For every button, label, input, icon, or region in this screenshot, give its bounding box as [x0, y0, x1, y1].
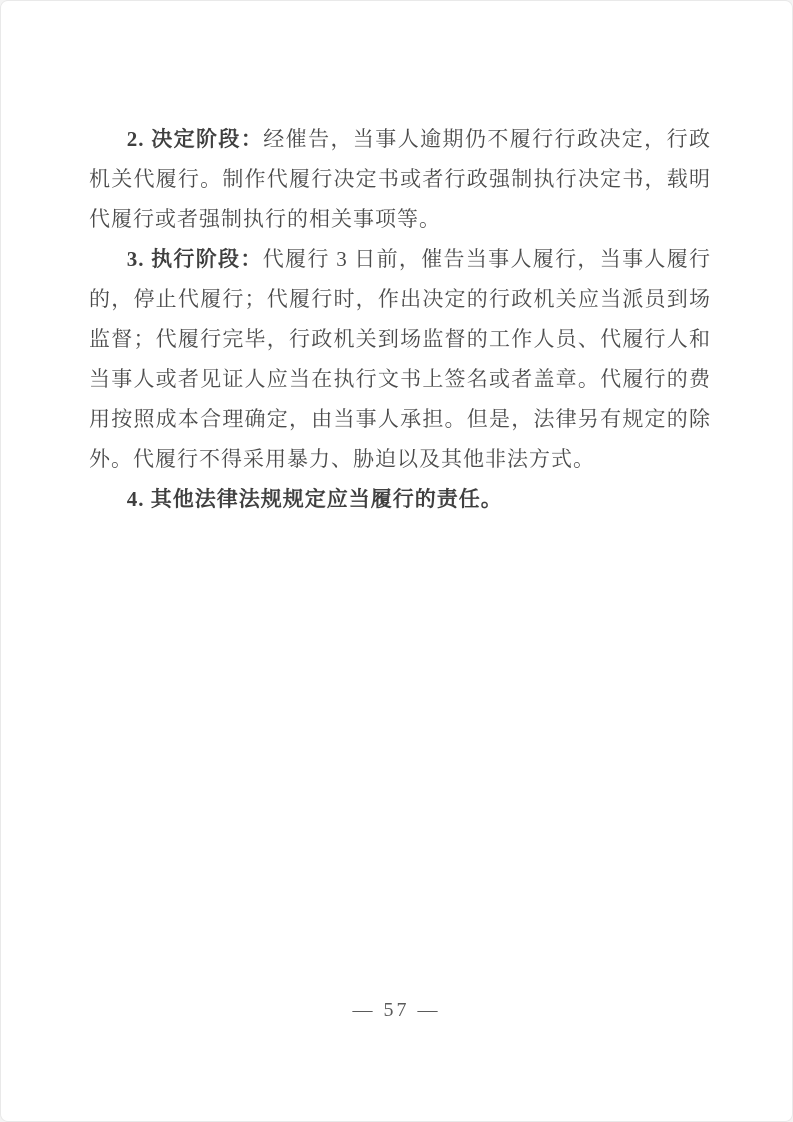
paragraph-decision-stage-text: 经催告，当事人逾期仍不履行行政决定，行政机关代履行。制作代履行决定书或者行政强制执行决定书，载明代履行或者强制执行的相关事项等。: [89, 127, 712, 231]
document-body: [89, 119, 711, 519]
paragraph-decision-stage-lead: 2. 决定阶段：: [126, 127, 264, 151]
paragraph-other-duties: [89, 479, 711, 519]
paragraph-execution-stage-text: 代履行 3 日前，催告当事人履行，当事人履行的，停止代履行；代履行时，作出决定的行政机关应当派员到场监督；代履行完毕，行政机关到场监督的工作人员、代履行人和当事人或者见证人应当在执行文书上签名或者盖章。代履行的费用按照成本合理确定，由当事人承担。但是，法律另有规定的除外。代履行不得采用暴力、胁迫以及其他非法方式。: [89, 247, 712, 471]
paragraph-decision-stage: [89, 119, 711, 239]
paragraph-other-duties-lead: 4. 其他法律法规规定应当履行的责任。: [126, 487, 503, 511]
page-number: — 57 —: [352, 999, 441, 1021]
paragraph-execution-stage: [89, 239, 711, 479]
paragraph-execution-stage-lead: 3. 执行阶段：: [126, 247, 263, 271]
